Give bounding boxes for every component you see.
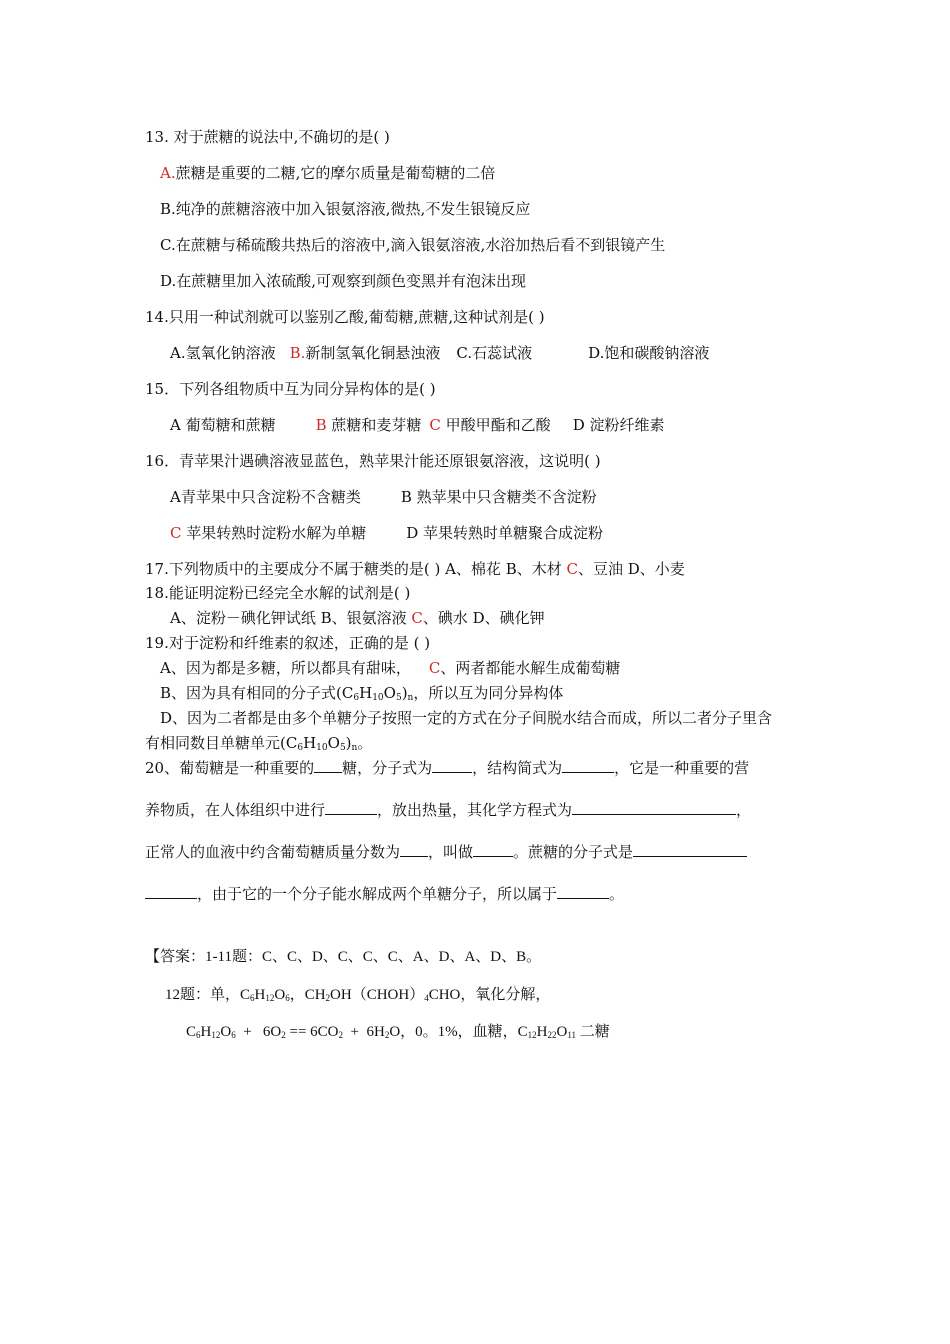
blank bbox=[633, 842, 747, 857]
question-13-option-d: D.在蔗糖里加入浓硫酸,可观察到颜色变黑并有泡沫出现 bbox=[160, 272, 527, 290]
question-16-options-cd bbox=[170, 523, 603, 543]
subscript: 12 bbox=[211, 1030, 221, 1040]
answer-mark: C bbox=[566, 560, 578, 578]
text: C bbox=[186, 1024, 197, 1040]
question-20-line3 bbox=[145, 842, 747, 862]
subscript: n bbox=[407, 693, 414, 703]
subscript: 2 bbox=[325, 993, 331, 1003]
text: ，叫做 bbox=[428, 843, 474, 861]
text: 。蔗糖的分子式是 bbox=[513, 843, 634, 861]
option-d: D 淀粉纤维素 bbox=[572, 416, 665, 434]
subscript: 10 bbox=[372, 693, 384, 703]
text: 20、葡萄糖是一种重要的 bbox=[145, 759, 315, 777]
subscript: 2 bbox=[384, 1030, 390, 1040]
subscript: 6 bbox=[196, 1030, 201, 1040]
option-b: B 熟苹果中只含糖类不含淀粉 bbox=[400, 488, 597, 506]
question-18-options bbox=[170, 608, 545, 628]
text: ，所以互为同分异构体 bbox=[413, 684, 564, 702]
option-d: D.饱和碳酸钠溶液 bbox=[588, 344, 710, 362]
text: + 6H bbox=[343, 1024, 385, 1040]
text: ， bbox=[736, 801, 752, 819]
text: CHO，氧化分解， bbox=[428, 987, 551, 1003]
answer-mark: C bbox=[170, 524, 182, 542]
question-13-option-c: C.在蔗糖与稀硫酸共热后的溶液中,滴入银氨溶液,水浴加热后看不到银镜产生 bbox=[160, 236, 666, 254]
subscript: 11 bbox=[567, 1030, 577, 1040]
blank bbox=[557, 884, 609, 899]
subscript: 6 bbox=[231, 1030, 236, 1040]
question-19-option-b bbox=[160, 683, 563, 703]
text: ，它是一种重要的营 bbox=[614, 759, 750, 777]
text: ，结构简式为 bbox=[472, 759, 563, 777]
option-b: 蔗糖和麦芽糖 bbox=[326, 416, 422, 434]
subscript: 22 bbox=[547, 1030, 557, 1040]
text: H bbox=[200, 1024, 212, 1040]
subscript: 6 bbox=[285, 993, 290, 1003]
text: == 6CO bbox=[285, 1024, 339, 1040]
question-19-options-ac bbox=[160, 658, 620, 678]
option-c: C.石蕊试液 bbox=[456, 344, 533, 362]
text: 12题：单，C bbox=[165, 987, 251, 1003]
text: + 6O bbox=[235, 1024, 282, 1040]
text: O bbox=[327, 734, 340, 752]
text: H bbox=[359, 684, 373, 702]
question-17 bbox=[145, 559, 685, 579]
subscript: 5 bbox=[339, 743, 346, 753]
blank bbox=[400, 842, 428, 857]
text: 。 bbox=[609, 885, 625, 903]
text: ，CH bbox=[289, 987, 326, 1003]
text: H bbox=[254, 987, 266, 1003]
option-c: 苹果转熟时淀粉水解为单糖 bbox=[181, 524, 367, 542]
question-16-options-ab bbox=[170, 487, 597, 507]
subscript: 2 bbox=[338, 1030, 344, 1040]
question-16-stem: 16．青苹果汁遇碘溶液显蓝色，熟苹果汁能还原银氨溶液，这说明( ) bbox=[145, 452, 601, 470]
answer-mark: C bbox=[429, 416, 441, 434]
question-19-option-d-line1: D、因为二者都是由多个单糖分子按照一定的方式在分子间脱水结合而成，所以二者分子里含 bbox=[160, 709, 773, 727]
text: 正常人的血液中约含葡萄糖质量分数为 bbox=[145, 843, 401, 861]
text: O bbox=[556, 1024, 568, 1040]
text: O bbox=[383, 684, 396, 702]
blank bbox=[432, 758, 472, 773]
subscript: 6 bbox=[297, 743, 304, 753]
option-c: 、豆油 D、小麦 bbox=[577, 560, 685, 578]
blank bbox=[473, 842, 513, 857]
text: H bbox=[303, 734, 317, 752]
subscript: 5 bbox=[395, 693, 402, 703]
question-19-option-d-line2 bbox=[145, 733, 372, 753]
question-20-line1 bbox=[145, 758, 749, 778]
subscript: 2 bbox=[281, 1030, 286, 1040]
question-13-stem: 13. 对于蔗糖的说法中,不确切的是( ) bbox=[145, 128, 390, 146]
question-13-option-a bbox=[160, 163, 495, 183]
text: 糖，分子式为 bbox=[342, 759, 433, 777]
option-a: A.氢氧化钠溶液 bbox=[170, 344, 276, 362]
question-15-stem: 15．下列各组物质中互为同分异构体的是( ) bbox=[145, 380, 436, 398]
blank bbox=[314, 758, 342, 773]
option-b: 新制氢氧化铜悬浊液 bbox=[305, 344, 441, 362]
text: OH（CHOH） bbox=[330, 987, 425, 1003]
option-c: 、两者都能水解生成葡萄糖 bbox=[440, 659, 621, 677]
question-14-options bbox=[170, 343, 709, 363]
subscript: 10 bbox=[316, 743, 328, 753]
text: O，0。1%，血糖，C bbox=[389, 1024, 528, 1040]
answer-key-line1: 【答案：1-11题：C、C、D、C、C、C、A、D、A、D、B。 bbox=[145, 949, 542, 965]
answer-mark: C bbox=[428, 659, 441, 677]
blank bbox=[562, 758, 614, 773]
answer-mark: B. bbox=[289, 344, 306, 362]
subscript: 4 bbox=[424, 993, 429, 1003]
options-ab: A、淀粉－碘化钾试纸 B、银氨溶液 bbox=[170, 609, 412, 627]
question-15-options bbox=[170, 415, 664, 435]
subscript: 12 bbox=[527, 1030, 537, 1040]
option-a: A、因为都是多糖，所以都具有甜味， bbox=[160, 659, 411, 677]
question-19-stem: 19.对于淀粉和纤维素的叙述，正确的是 ( ) bbox=[145, 634, 431, 652]
question-17-stem: 17.下列物质中的主要成分不属于糖类的是( ) A、棉花 B、木材 bbox=[145, 560, 567, 578]
answer-key-line3 bbox=[186, 1022, 610, 1042]
answer-mark: A. bbox=[160, 164, 176, 182]
blank bbox=[145, 884, 197, 899]
answer-mark: C bbox=[411, 609, 423, 627]
blank bbox=[325, 800, 377, 815]
blank bbox=[572, 800, 736, 815]
text: B、因为具有相同的分子式(C bbox=[160, 684, 354, 702]
option-a: A青苹果中只含淀粉不含糖类 bbox=[170, 488, 361, 506]
answer-mark: B bbox=[315, 416, 327, 434]
option-text: 蔗糖是重要的二糖,它的摩尔质量是葡萄糖的二倍 bbox=[175, 164, 496, 182]
option-c: 甲酸甲酯和乙酸 bbox=[440, 416, 551, 434]
option-c: 、碘水 D、碘化钾 bbox=[422, 609, 545, 627]
text: O bbox=[274, 987, 286, 1003]
text: ，放出热量，其化学方程式为 bbox=[377, 801, 573, 819]
option-d: D 苹果转熟时单糖聚合成淀粉 bbox=[406, 524, 604, 542]
text: ) bbox=[401, 684, 408, 702]
text: ，由于它的一个分子能水解成两个单糖分子，所以属于 bbox=[197, 885, 558, 903]
option-a: A 葡萄糖和蔗糖 bbox=[170, 416, 276, 434]
text: 二糖 bbox=[576, 1024, 610, 1040]
question-13-option-b: B.纯净的蔗糖溶液中加入银氨溶液,微热,不发生银镜反应 bbox=[160, 200, 531, 218]
subscript: n bbox=[351, 743, 358, 753]
subscript: 12 bbox=[265, 993, 275, 1003]
question-14-stem: 14.只用一种试剂就可以鉴别乙酸,葡萄糖,蔗糖,这种试剂是( ) bbox=[145, 308, 545, 326]
text: 。 bbox=[357, 734, 373, 752]
question-18-stem: 18.能证明淀粉已经完全水解的试剂是( ) bbox=[145, 584, 411, 602]
answer-key-line2 bbox=[165, 985, 550, 1005]
text: O bbox=[220, 1024, 232, 1040]
subscript: 6 bbox=[353, 693, 360, 703]
text: 养物质，在人体组织中进行 bbox=[145, 801, 326, 819]
text: 有相同数目单糖单元(C bbox=[145, 734, 298, 752]
question-20-line2 bbox=[145, 800, 751, 820]
text: ) bbox=[345, 734, 352, 752]
question-20-line4 bbox=[145, 884, 624, 904]
subscript: 6 bbox=[250, 993, 255, 1003]
text: H bbox=[536, 1024, 548, 1040]
